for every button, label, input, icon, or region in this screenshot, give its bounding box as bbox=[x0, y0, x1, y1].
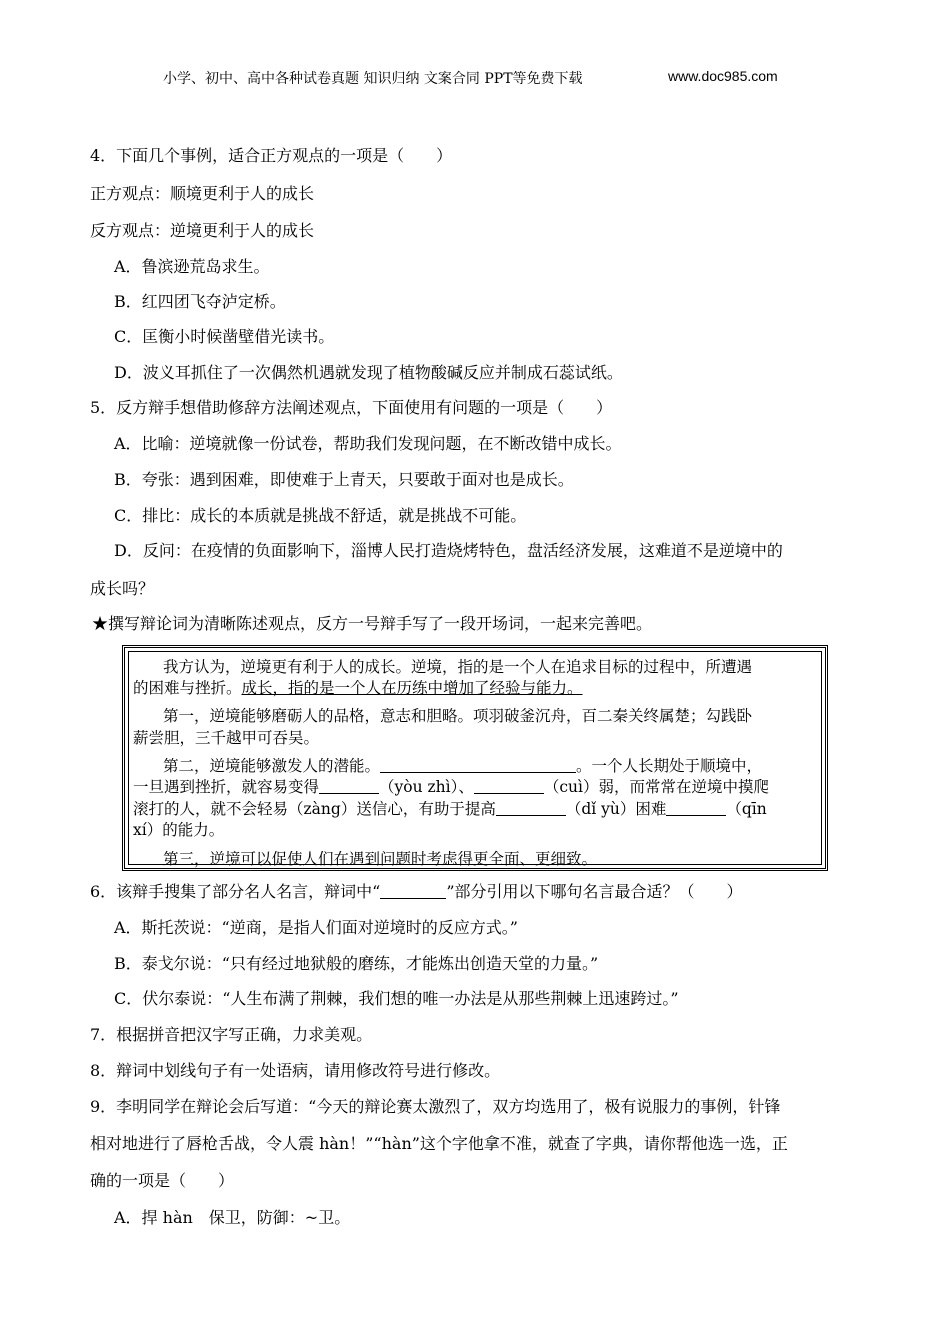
q4-option-c: C．匡衡小时候凿壁借光读书。 bbox=[114, 327, 335, 346]
passage-p3-line2 bbox=[133, 776, 769, 798]
q9-line3: 确的一项是（ ） bbox=[90, 1171, 235, 1190]
q5-option-c: C．排比：成长的本质就是挑战不舒适，就是挑战不可能。 bbox=[114, 506, 527, 525]
q4-option-b: B．红四团飞夺泸定桥。 bbox=[114, 292, 286, 311]
passage-p3-text: 滚打的人，就不会轻易（zàng）送信心，有助于提高 bbox=[133, 800, 496, 818]
passage-p1-line1: 我方认为，逆境更有利于人的成长。逆境，指的是一个人在追求目标的过程中，所遭遇 bbox=[163, 658, 753, 676]
q8: 8．辩词中划线句子有一处语病，请用修改符号进行修改。 bbox=[90, 1061, 501, 1080]
passage-p2-line1: 第一，逆境能够磨砺人的品格，意志和胆略。项羽破釜沉舟，百二秦关终属楚；勾践卧 bbox=[163, 707, 753, 725]
q6-option-b: B．泰戈尔说：“只有经过地狱般的磨练，才能炼出创造天堂的力量。” bbox=[114, 954, 599, 973]
pinyin-blank-youzhi[interactable] bbox=[319, 777, 379, 794]
q4-stem: 4．下面几个事例，适合正方观点的一项是（ ） bbox=[90, 146, 453, 165]
q7: 7．根据拼音把汉字写正确，力求美观。 bbox=[90, 1025, 373, 1044]
debate-passage-box bbox=[122, 645, 828, 871]
q9-line2: 相对地进行了唇枪舌战，令人震 hàn！”“hàn”这个字他拿不准，就查了字典，请你帮他选一选，正 bbox=[90, 1134, 788, 1153]
passage-p3-line1 bbox=[163, 755, 762, 777]
section-heading: ★撰写辩论词为清晰陈述观点，反方一号辩手写了一段开场词，一起来完善吧。 bbox=[92, 614, 653, 633]
passage-p3-text: （qīn bbox=[726, 800, 767, 818]
underlined-sentence: 成长，指的是一个人在历练中增加了经验与能力。 bbox=[241, 679, 583, 697]
q6-stem-text: 6．该辩手搜集了部分名人名言，辩词中“ bbox=[90, 882, 381, 901]
passage-p1-text: 的困难与挫折。 bbox=[133, 679, 242, 697]
passage-p3-line4: xí）的能力。 bbox=[133, 821, 225, 839]
passage-p3-text: （dǐ yù）困难 bbox=[565, 800, 667, 818]
q4-pro-view: 正方观点：顺境更利于人的成长 bbox=[90, 184, 315, 203]
q5-option-a: A．比喻：逆境就像一份试卷，帮助我们发现问题，在不断改错中成长。 bbox=[114, 434, 622, 453]
q5-option-d: D．反问：在疫情的负面影响下，淄博人民打造烧烤特色，盘活经济发展，这难道不是逆境中的 bbox=[114, 541, 783, 560]
pinyin-blank-cui[interactable] bbox=[474, 777, 544, 794]
passage-p3-line3 bbox=[133, 798, 767, 820]
header-url[interactable]: www.doc985.com bbox=[668, 68, 778, 84]
q4-con-view: 反方观点：逆境更利于人的成长 bbox=[90, 221, 315, 240]
q6-blank bbox=[380, 882, 446, 899]
passage-p3-text: 一旦遇到挫折，就容易变得 bbox=[133, 778, 320, 796]
q5-option-b: B．夸张：遇到困难，即使难于上青天，只要敢于面对也是成长。 bbox=[114, 470, 574, 489]
q6-stem bbox=[90, 881, 743, 903]
pinyin-blank-diyu[interactable] bbox=[496, 799, 566, 816]
q6-option-a: A．斯托茨说：“逆商，是指人们面对逆境时的反应方式。” bbox=[114, 918, 518, 937]
q5-stem: 5．反方辩手想借助修辞方法阐述观点，下面使用有问题的一项是（ ） bbox=[90, 398, 613, 417]
pinyin-blank-qinxi[interactable] bbox=[666, 799, 726, 816]
q5-option-d-continued: 成长吗？ bbox=[90, 579, 155, 598]
passage-p3-text: 。一个人长期处于顺境中， bbox=[576, 757, 763, 775]
passage-p3-text: （cuì）弱，而常常在逆境中摸爬 bbox=[543, 778, 769, 796]
quote-blank[interactable] bbox=[380, 756, 576, 773]
passage-p3-text: 第二，逆境能够激发人的潜能。 bbox=[163, 757, 381, 775]
passage-p4: 第三，逆境可以促使人们在遇到问题时考虑得更全面、更细致。 bbox=[163, 850, 598, 868]
q6-option-c: C．伏尔泰说：“人生布满了荆棘，我们想的唯一办法是从那些荆棘上迅速跨过。” bbox=[114, 989, 679, 1008]
q4-option-d: D．波义耳抓住了一次偶然机遇就发现了植物酸碱反应并制成石蕊试纸。 bbox=[114, 363, 623, 382]
q6-stem-text: ”部分引用以下哪句名言最合适？（ ） bbox=[446, 882, 743, 901]
passage-p1-line2 bbox=[133, 677, 583, 699]
passage-p3-text: （yòu zhì）、 bbox=[379, 778, 474, 796]
header-text: 小学、初中、高中各种试卷真题 知识归纳 文案合同 PPT等免费下载 bbox=[163, 71, 583, 87]
passage-p2-line2: 薪尝胆，三千越甲可吞吴。 bbox=[133, 729, 320, 747]
q9-option-a: A．捍 hàn 保卫，防御：~卫。 bbox=[114, 1208, 351, 1227]
q4-option-a: A．鲁滨逊荒岛求生。 bbox=[114, 257, 270, 276]
q9-line1: 9．李明同学在辩论会后写道：“今天的辩论赛太激烈了，双方均选用了，极有说服力的事例，针锋 bbox=[90, 1097, 781, 1116]
